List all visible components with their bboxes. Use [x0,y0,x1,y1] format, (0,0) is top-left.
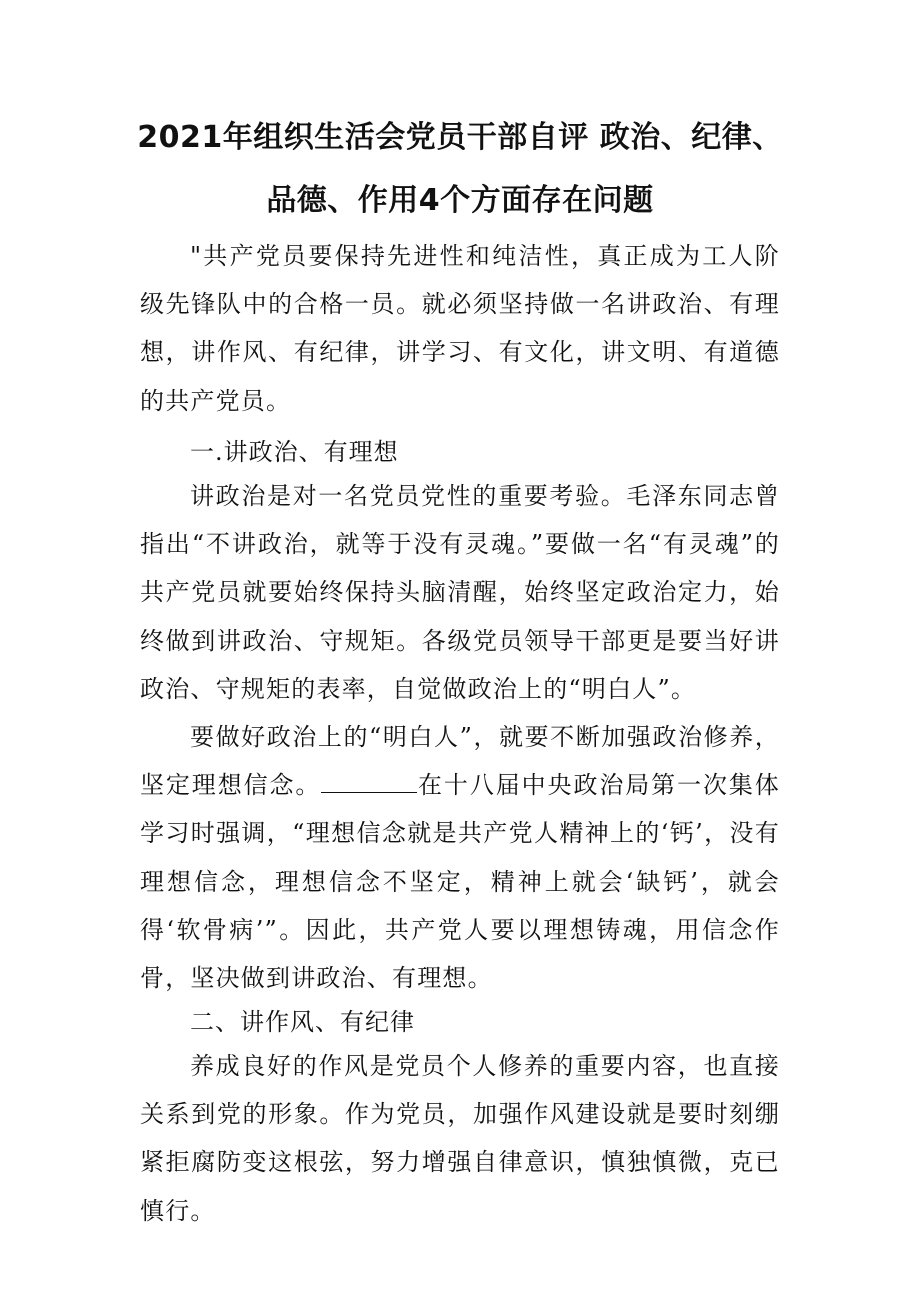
section-heading-politics: 一.讲政治、有理想 [190,438,399,466]
section2-paragraph-1: 养成良好的作风是党员个人修养的重要内容，也直接关系到党的形象。作为党员，加强作风建设就是要时刻绷紧拒腐防变这根弦，努力增强自律意识，慎独慎微，克已慎行。 [140,1052,780,1225]
section1-paragraph-2 [140,713,780,1002]
document-title-line-1: 2021年组织生活会党员干部自评 政治、纪律、 [137,120,783,155]
section1-paragraph-2-end: 在十八届中央政治局第一次集体学习时强调，“理想信念就是共产党人精神上的‘钙’，没有理想信念，理想信念不坚定，精神上就会‘缺钙’，就会得‘软骨病’”。因此，共产党人要以理想铸魂，用信念作骨，坚决做到讲政治、有理想。 [140,771,780,993]
redacted-name-blank [321,770,417,793]
section-heading-conduct: 二、讲作风、有纪律 [190,1008,415,1036]
section1-paragraph-1: 讲政治是对一名党员党性的重要考验。毛泽东同志曾指出“不讲政治，就等于没有灵魂。”要做一名“有灵魂”的共产党员就要始终保持头脑清醒，始终坚定政治定力，始终做到讲政治、守规矩。各级党员领导干部更是要当好讲政治、守规矩的表率，自觉做政治上的“明白人”。 [140,482,780,703]
section1-paragraph-2-start: 要做好政治上的“明白人”，就要不断加强政治修养，坚定理想信念。 [140,723,780,800]
intro-paragraph: "共产党员要保持先进性和纯洁性，真正成为工人阶级先锋队中的合格一员。就必须坚持做一名讲政治、有理想，讲作风、有纪律，讲学习、有文化，讲文明、有道德的共产党员。 [140,242,780,415]
document-title-line-2: 品德、作用4个方面存在问题 [266,183,654,218]
